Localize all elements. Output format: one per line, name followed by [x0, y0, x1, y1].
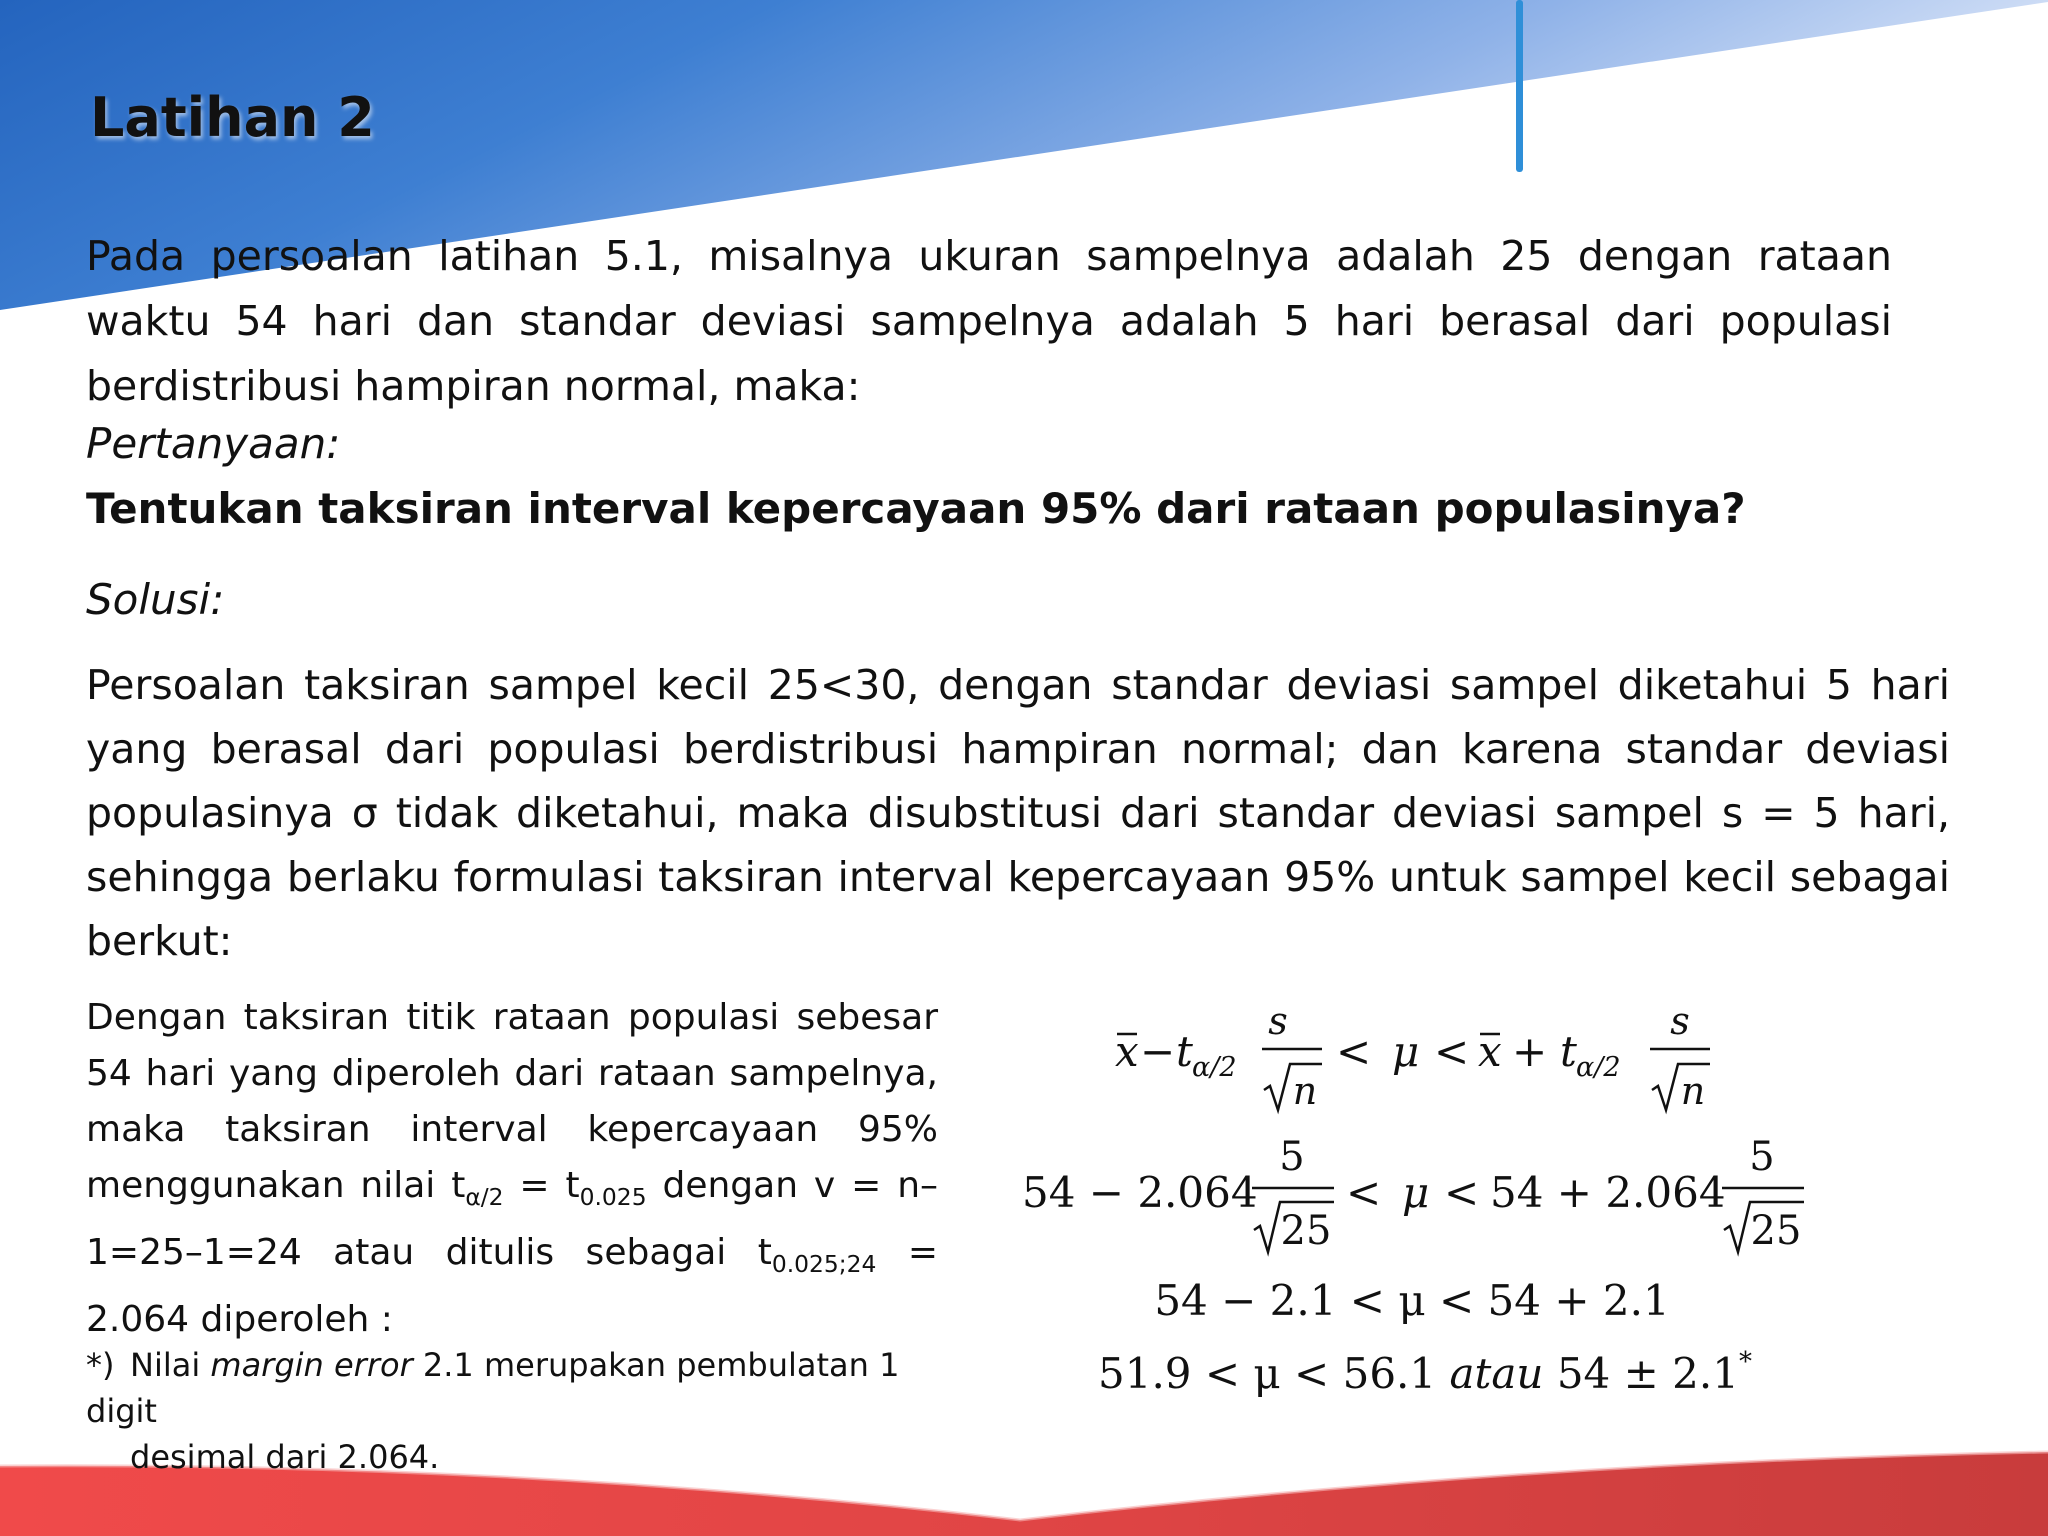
estimate-text-4: = 2.064 diperoleh :	[86, 1232, 938, 1341]
equations-svg	[1000, 990, 2040, 1430]
equation-result	[1098, 1347, 1752, 1398]
lt-sign-4: <	[1444, 1168, 1480, 1217]
minus-sign: −	[1140, 1027, 1176, 1076]
result-star: *	[1738, 1347, 1752, 1377]
xbar-right: x	[1478, 1027, 1502, 1076]
solution-text: Persoalan taksiran sampel kecil 25<30, dengan standar deviasi sampel diketahui 5 hari yang berasal dari populasi berdistribusi hampiran normal; dan karena standar deviasi populasinya σ tidak diketahui, maka disubstitusi dari standar deviasi sampel s = 5 hari, sehingga berlaku formulasi taksiran interval kepercayaan 95% untuk sampel kecil sebagai berkut:	[86, 661, 1950, 965]
estimate-sub-2: 0.025	[579, 1183, 647, 1212]
s-num-right: s	[1670, 999, 1690, 1043]
lt-sign-1: <	[1336, 1027, 1372, 1076]
estimate-text-3: dengan v = n–1=25–1=24 atau ditulis sebagai t	[86, 1165, 939, 1274]
equations-block	[1000, 990, 2040, 1430]
lt-sign-2: <	[1434, 1027, 1470, 1076]
footnote-suffix: 2.1 merupakan pembulatan 1 digit	[86, 1346, 900, 1430]
line2-left-num: 5	[1279, 1134, 1305, 1180]
problem-statement: Pada persoalan latihan 5.1, misalnya ukuran sampelnya adalah 25 dengan rataan waktu 54 hari dan standar deviasi sampelnya adalah 5 hari berasal dari populasi berdistribusi hampiran normal, maka:	[86, 232, 1892, 410]
t-sub-right: α/2	[1576, 1052, 1621, 1083]
equation-general	[1115, 999, 1710, 1113]
mu-center: μ	[1392, 1027, 1420, 1076]
solution-label: Solusi:	[86, 575, 225, 624]
s-num-left: s	[1268, 999, 1288, 1043]
header-divider	[1516, 0, 1523, 172]
estimate-explanation	[86, 990, 938, 1348]
t-right: t	[1560, 1027, 1577, 1076]
footnote	[86, 1342, 938, 1480]
n-den-right: n	[1680, 1069, 1706, 1113]
footnote-prefix: Nilai	[130, 1346, 211, 1384]
question-label: Pertanyaan:	[86, 419, 341, 468]
t-left: t	[1176, 1027, 1193, 1076]
line2-left-den: 25	[1280, 1208, 1332, 1254]
t-sub-left: α/2	[1192, 1052, 1237, 1083]
estimate-text-1: Dengan taksiran titik rataan populasi sebesar 54 hari yang diperoleh dari rataan sampelnya, maka taksiran interval kepercayaan 95% menggunakan nilai t	[86, 997, 938, 1206]
line2-right-den: 25	[1750, 1208, 1802, 1254]
plus-sign: +	[1512, 1027, 1548, 1076]
line2-right-num: 5	[1749, 1134, 1775, 1180]
xbar-left: x	[1115, 1027, 1139, 1076]
equation-rounded: 54 − 2.1 < μ < 54 + 2.1	[1154, 1276, 1670, 1325]
footnote-marker: *)	[86, 1346, 115, 1384]
footnote-italic: margin error	[210, 1346, 413, 1384]
estimate-sub-1: α/2	[465, 1183, 504, 1212]
result-atau: atau	[1449, 1349, 1544, 1398]
footnote-line2: desimal dari 2.064.	[130, 1438, 440, 1476]
slide-title: Latihan 2	[90, 86, 375, 149]
estimate-text-2: = t	[503, 1165, 580, 1206]
line2-left-expr: 54 − 2.064	[1022, 1168, 1258, 1217]
result-interval: 51.9 < μ < 56.1	[1098, 1349, 1450, 1398]
lt-sign-3: <	[1346, 1168, 1382, 1217]
n-den-left: n	[1292, 1069, 1318, 1113]
result-margin: 54 ± 2.1	[1543, 1349, 1739, 1398]
estimate-sub-3: 0.025;24	[771, 1250, 877, 1279]
mu-line2: μ	[1402, 1168, 1430, 1217]
equation-substituted	[1022, 1134, 1804, 1254]
line2-right-expr: 54 + 2.064	[1490, 1168, 1726, 1217]
question-text: Tentukan taksiran interval kepercayaan 95% dari rataan populasinya?	[86, 484, 1746, 533]
